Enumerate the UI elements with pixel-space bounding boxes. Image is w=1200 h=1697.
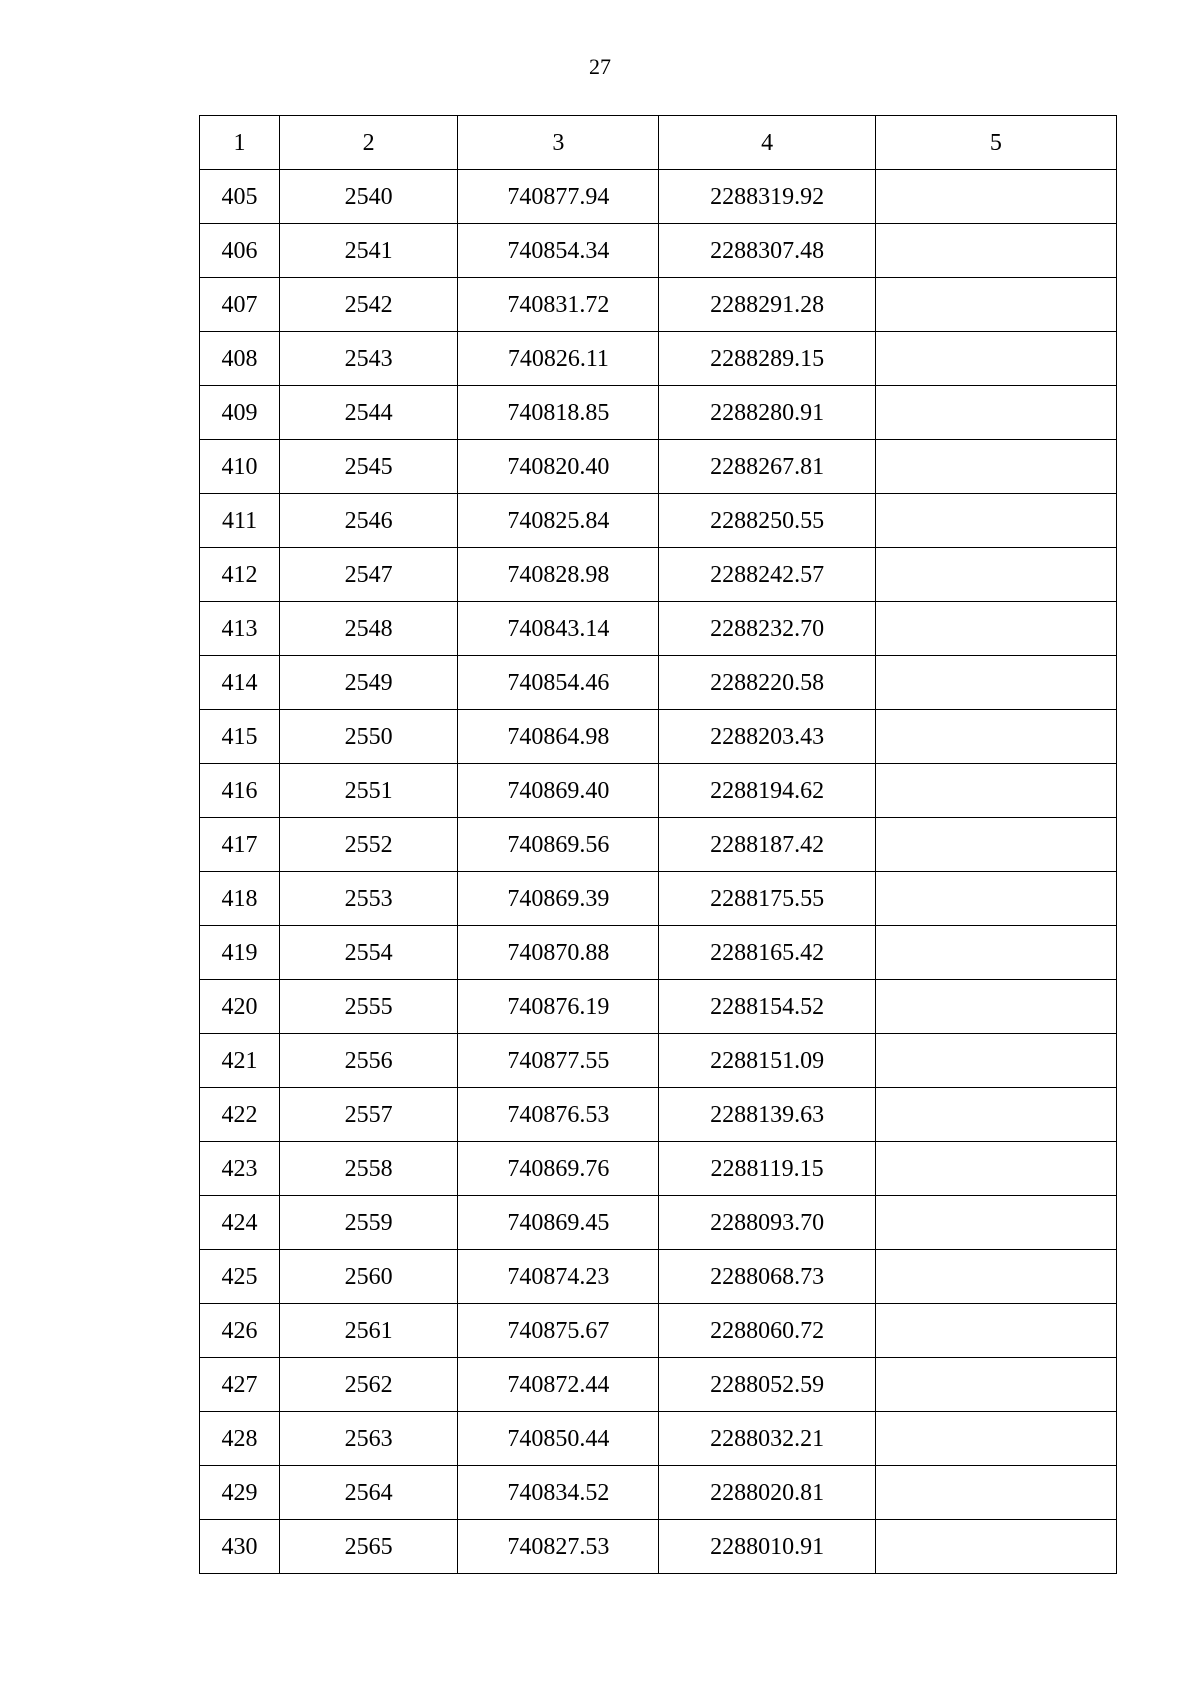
table-cell: 740825.84 [458,494,659,548]
table-cell: 2562 [280,1358,458,1412]
table-cell: 2546 [280,494,458,548]
table-cell: 2288068.73 [659,1250,875,1304]
table-cell: 426 [200,1304,280,1358]
table-row [200,1088,1117,1142]
table-cell: 740877.94 [458,170,659,224]
table-row [200,656,1117,710]
table-row [200,1196,1117,1250]
table-cell: 2288220.58 [659,656,875,710]
table-cell: 413 [200,602,280,656]
table-cell: 409 [200,386,280,440]
table-cell: 2288151.09 [659,1034,875,1088]
table-cell [875,1466,1116,1520]
table-cell [875,872,1116,926]
table-row [200,1304,1117,1358]
table-cell: 740876.19 [458,980,659,1034]
column-header: 4 [659,116,875,170]
column-header: 5 [875,116,1116,170]
table-cell [875,1358,1116,1412]
table-cell: 2549 [280,656,458,710]
table-row [200,1466,1117,1520]
table-cell: 740876.53 [458,1088,659,1142]
table-cell: 740826.11 [458,332,659,386]
table-cell: 740864.98 [458,710,659,764]
table-cell: 740875.67 [458,1304,659,1358]
table-cell [875,1250,1116,1304]
table-cell [875,764,1116,818]
table-cell: 418 [200,872,280,926]
table-cell: 2288289.15 [659,332,875,386]
table-cell: 408 [200,332,280,386]
table-cell: 425 [200,1250,280,1304]
table-row [200,602,1117,656]
table-cell [875,656,1116,710]
table-cell: 2552 [280,818,458,872]
table-row [200,1358,1117,1412]
table-cell: 2288052.59 [659,1358,875,1412]
table-cell [875,926,1116,980]
table-cell [875,440,1116,494]
table-cell: 429 [200,1466,280,1520]
table-cell [875,386,1116,440]
table-cell [875,224,1116,278]
column-header: 1 [200,116,280,170]
table-cell: 740854.46 [458,656,659,710]
coordinates-table [199,115,1117,1574]
table-cell: 2540 [280,170,458,224]
table-cell: 405 [200,170,280,224]
table-row [200,818,1117,872]
table-cell [875,602,1116,656]
table-row [200,1412,1117,1466]
table-cell: 2551 [280,764,458,818]
table-cell: 740869.56 [458,818,659,872]
table-cell [875,818,1116,872]
table-cell: 2557 [280,1088,458,1142]
table-cell [875,1520,1116,1574]
table-cell: 740869.45 [458,1196,659,1250]
table-cell: 2559 [280,1196,458,1250]
table-cell: 740869.76 [458,1142,659,1196]
table-cell: 424 [200,1196,280,1250]
table-cell [875,548,1116,602]
table-cell [875,1142,1116,1196]
table-cell: 2288250.55 [659,494,875,548]
table-cell: 740834.52 [458,1466,659,1520]
table-row [200,494,1117,548]
table-cell: 411 [200,494,280,548]
table-cell: 428 [200,1412,280,1466]
table-cell: 2288194.62 [659,764,875,818]
table-cell: 740872.44 [458,1358,659,1412]
table-header-row [200,116,1117,170]
table-cell: 416 [200,764,280,818]
table-cell: 740827.53 [458,1520,659,1574]
table-cell: 421 [200,1034,280,1088]
table-cell: 427 [200,1358,280,1412]
table-cell: 415 [200,710,280,764]
table-cell: 422 [200,1088,280,1142]
table-cell: 430 [200,1520,280,1574]
table-cell: 2288165.42 [659,926,875,980]
table-cell: 740870.88 [458,926,659,980]
table-cell: 740877.55 [458,1034,659,1088]
table-cell [875,494,1116,548]
table-row [200,764,1117,818]
table-row [200,548,1117,602]
table-cell [875,1412,1116,1466]
table-cell: 2564 [280,1466,458,1520]
table-cell [875,170,1116,224]
table-cell: 2545 [280,440,458,494]
table-cell [875,332,1116,386]
table-row [200,278,1117,332]
column-header: 3 [458,116,659,170]
table-cell: 2288187.42 [659,818,875,872]
table-row [200,1142,1117,1196]
table-cell [875,1304,1116,1358]
table-cell [875,980,1116,1034]
table-cell: 740854.34 [458,224,659,278]
table-cell: 423 [200,1142,280,1196]
table-cell: 740820.40 [458,440,659,494]
table-row [200,224,1117,278]
table-cell: 2288242.57 [659,548,875,602]
table-body [200,170,1117,1574]
table-cell: 2542 [280,278,458,332]
table-row [200,386,1117,440]
table-cell: 420 [200,980,280,1034]
table-cell: 2547 [280,548,458,602]
table-cell: 2555 [280,980,458,1034]
table-cell: 740818.85 [458,386,659,440]
table-cell: 2288020.81 [659,1466,875,1520]
table-cell: 2560 [280,1250,458,1304]
table-cell: 2288307.48 [659,224,875,278]
table-cell: 2288154.52 [659,980,875,1034]
table-row [200,980,1117,1034]
table-cell: 2288139.63 [659,1088,875,1142]
table-cell: 2553 [280,872,458,926]
table-cell: 2563 [280,1412,458,1466]
table-cell: 417 [200,818,280,872]
table-cell: 2288232.70 [659,602,875,656]
table-cell: 740850.44 [458,1412,659,1466]
table-cell: 414 [200,656,280,710]
table-cell: 2288291.28 [659,278,875,332]
table-cell: 2544 [280,386,458,440]
table-cell: 2556 [280,1034,458,1088]
table-cell: 406 [200,224,280,278]
table-cell: 2543 [280,332,458,386]
table-cell [875,1088,1116,1142]
table-cell: 2288010.91 [659,1520,875,1574]
table-cell: 407 [200,278,280,332]
table-cell: 740843.14 [458,602,659,656]
column-header: 2 [280,116,458,170]
table-cell: 2558 [280,1142,458,1196]
table-cell: 2288203.43 [659,710,875,764]
table-cell: 2288032.21 [659,1412,875,1466]
table-cell: 419 [200,926,280,980]
table-row [200,1520,1117,1574]
table-row [200,170,1117,224]
table-cell: 2541 [280,224,458,278]
table-cell: 2288267.81 [659,440,875,494]
table-cell: 740869.39 [458,872,659,926]
table-cell: 410 [200,440,280,494]
table-cell [875,710,1116,764]
table-cell: 740874.23 [458,1250,659,1304]
table-cell [875,278,1116,332]
table-row [200,1250,1117,1304]
table-row [200,710,1117,764]
table-cell [875,1034,1116,1088]
table-cell: 2288319.92 [659,170,875,224]
table-cell: 2288060.72 [659,1304,875,1358]
table-cell: 2561 [280,1304,458,1358]
table-cell: 2288175.55 [659,872,875,926]
table-cell: 740831.72 [458,278,659,332]
table-row [200,926,1117,980]
table-cell: 2288280.91 [659,386,875,440]
table-cell: 740828.98 [458,548,659,602]
table-row [200,872,1117,926]
table-row [200,440,1117,494]
table-cell: 2565 [280,1520,458,1574]
table-cell: 2554 [280,926,458,980]
table-row [200,332,1117,386]
table-cell: 2288119.15 [659,1142,875,1196]
table-cell: 2288093.70 [659,1196,875,1250]
table-cell [875,1196,1116,1250]
table-row [200,1034,1117,1088]
table-cell: 2550 [280,710,458,764]
table-cell: 2548 [280,602,458,656]
page-number: 27 [589,54,611,79]
table-cell: 740869.40 [458,764,659,818]
table-cell: 412 [200,548,280,602]
